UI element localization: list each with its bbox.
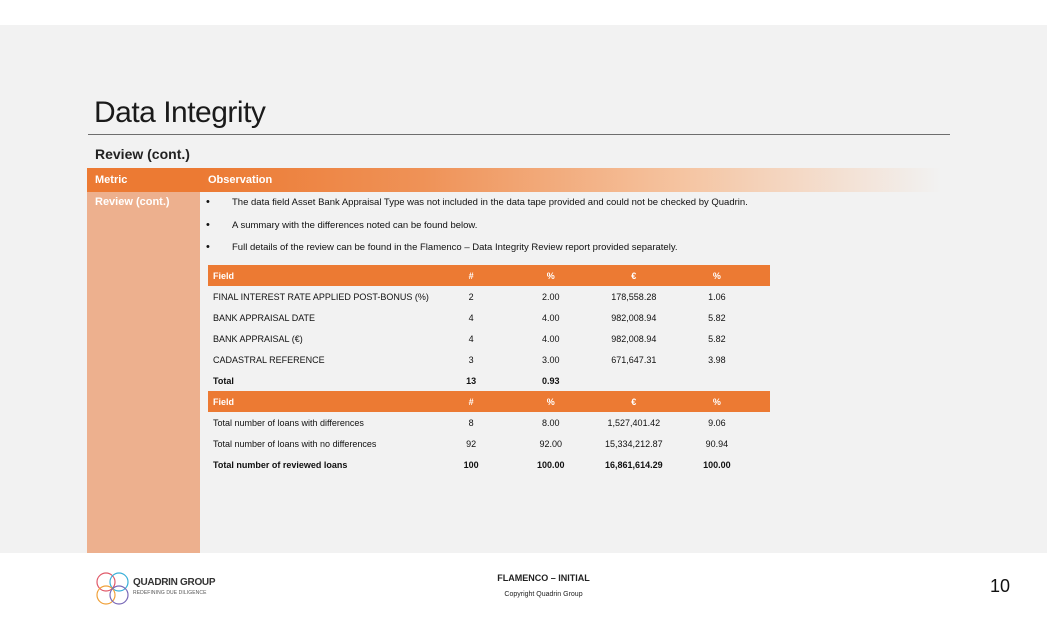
table-cell: 3 bbox=[468, 354, 474, 365]
table-row bbox=[208, 286, 770, 307]
bullet-item: • A summary with the differences noted can be found below. bbox=[206, 220, 748, 243]
table-cell: 1.06 bbox=[708, 291, 726, 302]
table-cell: 16,861,614.29 bbox=[605, 459, 663, 470]
table-row bbox=[208, 328, 770, 349]
title-divider bbox=[88, 134, 950, 135]
table-cell: FINAL INTEREST RATE APPLIED POST-BONUS (%) bbox=[213, 291, 429, 302]
table-cell bbox=[604, 370, 664, 391]
metric-label: Review (cont.) bbox=[95, 196, 170, 208]
section-subtitle: Review (cont.) bbox=[95, 146, 190, 162]
table-cell: 5.82 bbox=[708, 312, 726, 323]
table-cell: 90.94 bbox=[705, 438, 729, 449]
observation-bullets bbox=[206, 197, 748, 265]
table-cell: Total number of loans with differences bbox=[213, 417, 364, 428]
table-cell: 3.00 bbox=[542, 354, 560, 365]
table2-header-row bbox=[208, 391, 770, 412]
table1-total-row bbox=[208, 370, 770, 391]
table-cell: 4.00 bbox=[542, 312, 560, 323]
table-cell: 2 bbox=[468, 291, 474, 302]
table2-header-count: # bbox=[445, 391, 498, 412]
table-cell: 4.00 bbox=[542, 333, 560, 344]
table-cell: 92.00 bbox=[539, 438, 563, 449]
table1-header-percent: % bbox=[498, 265, 604, 286]
table-cell: 982,008.94 bbox=[611, 312, 657, 323]
table1-header-euro: € bbox=[604, 265, 664, 286]
table-cell: 13 bbox=[466, 375, 477, 386]
table2-header-field: Field bbox=[208, 391, 445, 412]
table1-header-count: # bbox=[445, 265, 498, 286]
table-cell: 15,334,212.87 bbox=[605, 438, 663, 449]
table-cell: 4 bbox=[468, 312, 474, 323]
table-cell: 5.82 bbox=[708, 333, 726, 344]
table-cell: 100.00 bbox=[537, 459, 565, 470]
table-cell: 4 bbox=[468, 333, 474, 344]
page-number: 10 bbox=[990, 576, 1011, 596]
table-cell: 1,527,401.42 bbox=[607, 417, 661, 428]
table-cell: BANK APPRAISAL DATE bbox=[213, 312, 316, 323]
table-cell: 0.93 bbox=[542, 375, 560, 386]
footer-copyright: Copyright Quadrin Group bbox=[504, 591, 583, 598]
page-title: Data Integrity bbox=[94, 96, 266, 129]
table-cell bbox=[664, 370, 770, 391]
data-integrity-table bbox=[208, 265, 770, 475]
table-cell: 2.00 bbox=[542, 291, 560, 302]
table-cell: 982,008.94 bbox=[611, 333, 657, 344]
table-row bbox=[208, 307, 770, 328]
table-cell: 178,558.28 bbox=[611, 291, 657, 302]
table-cell: 9.06 bbox=[708, 417, 726, 428]
table1-header-euro-percent: % bbox=[664, 265, 770, 286]
logo-name: QUADRIN GROUP bbox=[133, 577, 216, 588]
table-cell: Total bbox=[213, 375, 234, 386]
table-cell: 3.98 bbox=[708, 354, 726, 365]
table-cell: BANK APPRAISAL (€) bbox=[213, 333, 303, 344]
table-cell: 8 bbox=[468, 417, 474, 428]
table2-header-euro: € bbox=[604, 391, 664, 412]
table-cell: Total number of reviewed loans bbox=[213, 459, 348, 470]
table1-header-row bbox=[208, 265, 770, 286]
table-row bbox=[208, 349, 770, 370]
table-row bbox=[208, 433, 770, 454]
table-cell: 92 bbox=[466, 438, 477, 449]
metric-column bbox=[87, 192, 200, 553]
table1-header-field: Field bbox=[208, 265, 445, 286]
table-cell: 100 bbox=[463, 459, 479, 470]
table-cell: Total number of loans with no differences bbox=[213, 438, 377, 449]
table2-header-euro-percent: % bbox=[664, 391, 770, 412]
bullet-item: • Full details of the review can be found in the Flamenco – Data Integrity Review report provided separately. bbox=[206, 242, 748, 265]
bullet-item: • The data field Asset Bank Appraisal Type was not included in the data tape provided and could not be checked by Quadrin. bbox=[206, 197, 748, 220]
table-cell: CADASTRAL REFERENCE bbox=[213, 354, 325, 365]
table-cell: 100.00 bbox=[703, 459, 731, 470]
table-cell: 671,647.31 bbox=[611, 354, 657, 365]
metric-column-header: Metric bbox=[87, 168, 200, 192]
table2-header-percent: % bbox=[498, 391, 604, 412]
table-cell: 8.00 bbox=[542, 417, 560, 428]
table2-total-row bbox=[208, 454, 770, 475]
footer-title: FLAMENCO – INITIAL bbox=[497, 573, 590, 583]
table-row bbox=[208, 412, 770, 433]
logo-tagline: REDEFINING DUE DILIGENCE bbox=[133, 590, 207, 596]
observation-column-header: Observation bbox=[200, 168, 942, 192]
